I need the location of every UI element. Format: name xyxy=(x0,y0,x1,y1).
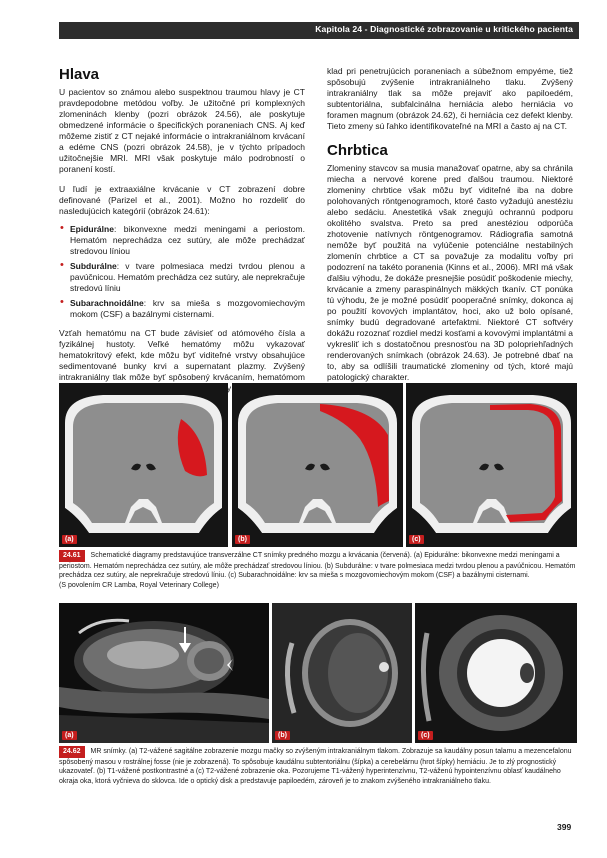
subarachnoid-diagram-illustration xyxy=(406,383,577,547)
mri-sagittal-image xyxy=(59,603,269,743)
list-text: : krv sa mieša s mozgovomiechovým mokom (CSF) a bazálnymi cisternami. xyxy=(70,298,305,319)
section-title-spine: Chrbtica xyxy=(327,142,388,159)
list-text: : v tvare polmesiaca medzi tvrdou plenou a pavúčnicou. Hematóm prechádza cez sutúry, ale neprekračuje stredovú líniu xyxy=(70,261,305,293)
figure-label-a: (a) xyxy=(62,731,77,740)
page-number: 399 xyxy=(557,822,572,832)
list-term: Subarachnoidálne xyxy=(70,298,144,308)
ct-diagram-epidural xyxy=(59,383,228,547)
list-item xyxy=(59,261,305,294)
chapter-title: Kapitola 24 - Diagnostické zobrazovanie u kritického pacienta xyxy=(315,24,573,34)
figure-label-c: (c) xyxy=(409,535,424,544)
paragraph: klad pri penetrujúcich poraneniach a súbežnom empyéme, tiež spôsobujú zvýšenie intrakraniálneho tlaku. Zvýšený intrakraniálny tlak sa môže prejaviť ako papiloedém, subtentoriálna, subfalcinálna herniácia alebo herniácia vo foramen magnum (obrázok 24.62), či herniácia cez defekt klenby. Tieto zmeny sú ľahko identifikovateľné na MRI a často aj na CT. xyxy=(327,66,573,131)
list-item xyxy=(59,224,305,257)
figure-caption-24-61 xyxy=(59,550,579,590)
figure-label-b: (b) xyxy=(235,535,250,544)
caption-credit: (S povolením CR Lamba, Royal Veterinary College) xyxy=(59,581,219,589)
mri-eye-t1-image xyxy=(272,603,412,743)
paragraph: Zlomeniny stavcov sa musia manažovať opatrne, aby sa chránila miecha a nervové korene pred ďalšou traumou. Niektoré zlomeniny chrbtice však môžu byť viditeľné iba na dobre polohovaných röntgenogramoch, ktoré často vyžadujú anestéziu alebo sedáciu. Anestetiká však znegujú ochrannú podporu okolitého svalstva. Preto sa pred anestéziou odporúča zhotovenie natívnych röntgenogramov. Rádiografia samotná nemôže byť použitá na vylúčenie potenciálne nestabilných zlomenín chrbtice a CT sa považuje za modalitu voľby pri podozrení na takéto poranenia (Kinns et al., 2006). MRI má však ďalšiu výhodu, že dokáže presnejšie posúdiť poškodenie miechy, krvácanie a zmeny paraspinálnych mäkkých tkanív. CT ponúka tú výhodu, že je možné posúdiť pooperačné snímky, dokonca aj po použití kovových implantátov, hoci, ako už bolo opísané, snímky budú degradované artefaktmi. Niektoré CT softvéry dokážu rozoznať rozdiel medzi kosťami a kovovými implantátmi a vykresliť ich s dostatočnou presnosťou na 3D polopriehľadných renderovaných snímkach (obrázok 24.63). Je potrebné dbať na to, aby sa odlíšili traumatické zlomeniny od tých, ktoré majú patologický charakter. xyxy=(327,163,573,382)
paragraph: Vzťah hematómu na CT bude závisieť od atómového čísla a fyzikálnej hustoty. Veľké hematómy môžu vykazovať hematokritový efekt, kde môžu byť viditeľné vrstvy obsahujúce sedimentované bunky krvi a supernatant plazmy. Zvýšený intrakraniálny tlak môže byť spôsobený krvácaním, hematómom xyxy=(59,328,305,382)
mri-eye-t1-illustration xyxy=(272,603,412,743)
list-item xyxy=(59,298,305,320)
caption-text: Schematické diagramy predstavujúce transverzálne CT snímky predného mozgu a krvácania (červená). (a) Epidurálne: bikonvexne medzi meningami a periostom. Hematóm neprechádza cez sutúry, ale môže prechádzať stredovou líniou. (b) Subdurálne: v tvare polmesiaca medzi tvrdou plenou a pavúčnicou. Hematóm prechádza cez sutúry, ale neprekračuje stredovú líniu. (c) Subarachnoidálne: krv sa mieša s mozgovomiechovým mokom (CSF) a bazálnymi cisternami. xyxy=(59,552,576,580)
figure-number-badge: 24.62 xyxy=(59,746,85,758)
right-column xyxy=(327,66,573,383)
ct-diagram-subdural xyxy=(232,383,403,547)
ct-diagram-subarachnoid xyxy=(406,383,577,547)
figure-label-a: (a) xyxy=(62,535,77,544)
mri-eye-t2-image xyxy=(415,603,577,743)
subdural-diagram-illustration xyxy=(232,383,403,547)
mri-sagittal-illustration xyxy=(59,603,269,743)
list-term: Epidurálne xyxy=(70,224,114,234)
chapter-header-bar xyxy=(59,22,579,39)
left-column xyxy=(59,66,305,405)
paragraph: U pacientov so známou alebo suspektnou traumou hlavy je CT pravdepodobne metódou voľby. Je užitočné pri komplexných zlomeninách klenby (pozri obrázok 24.56), ale poskytuje obmedzené informácie o špecifických poraneniach CNS. Aj keď môžeme zistiť z CT nejaké informácie o intrakraniálnom krvácaní a edéme CNS (pozri obrázok 24.58), je v týchto prípadoch užitočnejšie MRI. MRI však poskytuje málo podrobností o poranení kostí. xyxy=(59,87,305,174)
mri-eye-t2-illustration xyxy=(415,603,577,743)
hemorrhage-type-list xyxy=(59,224,305,320)
paragraph: U ľudí je extraaxiálne krvácanie v CT zobrazení dobre definované (Parizel et al., 2001). Možno ho rozdeliť do nasledujúcich kategórií (obrázok 24.61): xyxy=(59,184,305,216)
list-term: Subdurálne xyxy=(70,261,117,271)
figure-number-badge: 24.61 xyxy=(59,550,85,562)
figure-caption-24-62 xyxy=(59,746,579,786)
caption-text: MR snímky. (a) T2-vážené sagitálne zobrazenie mozgu mačky so zvýšeným intrakraniálnym tlakom. Zobrazuje sa kaudálny posun talamu a mezencefalonu spôsobený masou v rostrálnej fosse (nie je zobrazená). To spôsobuje kaudálnu subtentoriálnu (šípka) a cerebelárnu (hrot šípky) herniáciu. Je to zlý prognostický ukazovateľ. (b) T1-vážené postkontrastné a (c) T2-vážené zobrazenie oka. Pozorujeme T1-vážený hyperintenzívnu, T2-váženú hypointenzívnu oblasť kaudálneho okraja oka, ktorá vyčnieva do sklovca. Ide o optický disk a predstavuje papiloedém, zároveň je to znakom zvýšeného intrakraniálneho tlaku. xyxy=(59,748,572,785)
figure-label-b: (b) xyxy=(275,731,290,740)
list-text: : bikonvexne medzi meningami a periostom. Hematóm neprechádza cez sutúry, ale môže prechádzať stredovou líniou xyxy=(70,224,305,256)
epidural-diagram-illustration xyxy=(59,383,228,547)
figure-label-c: (c) xyxy=(418,731,433,740)
section-title-head: Hlava xyxy=(59,66,100,83)
